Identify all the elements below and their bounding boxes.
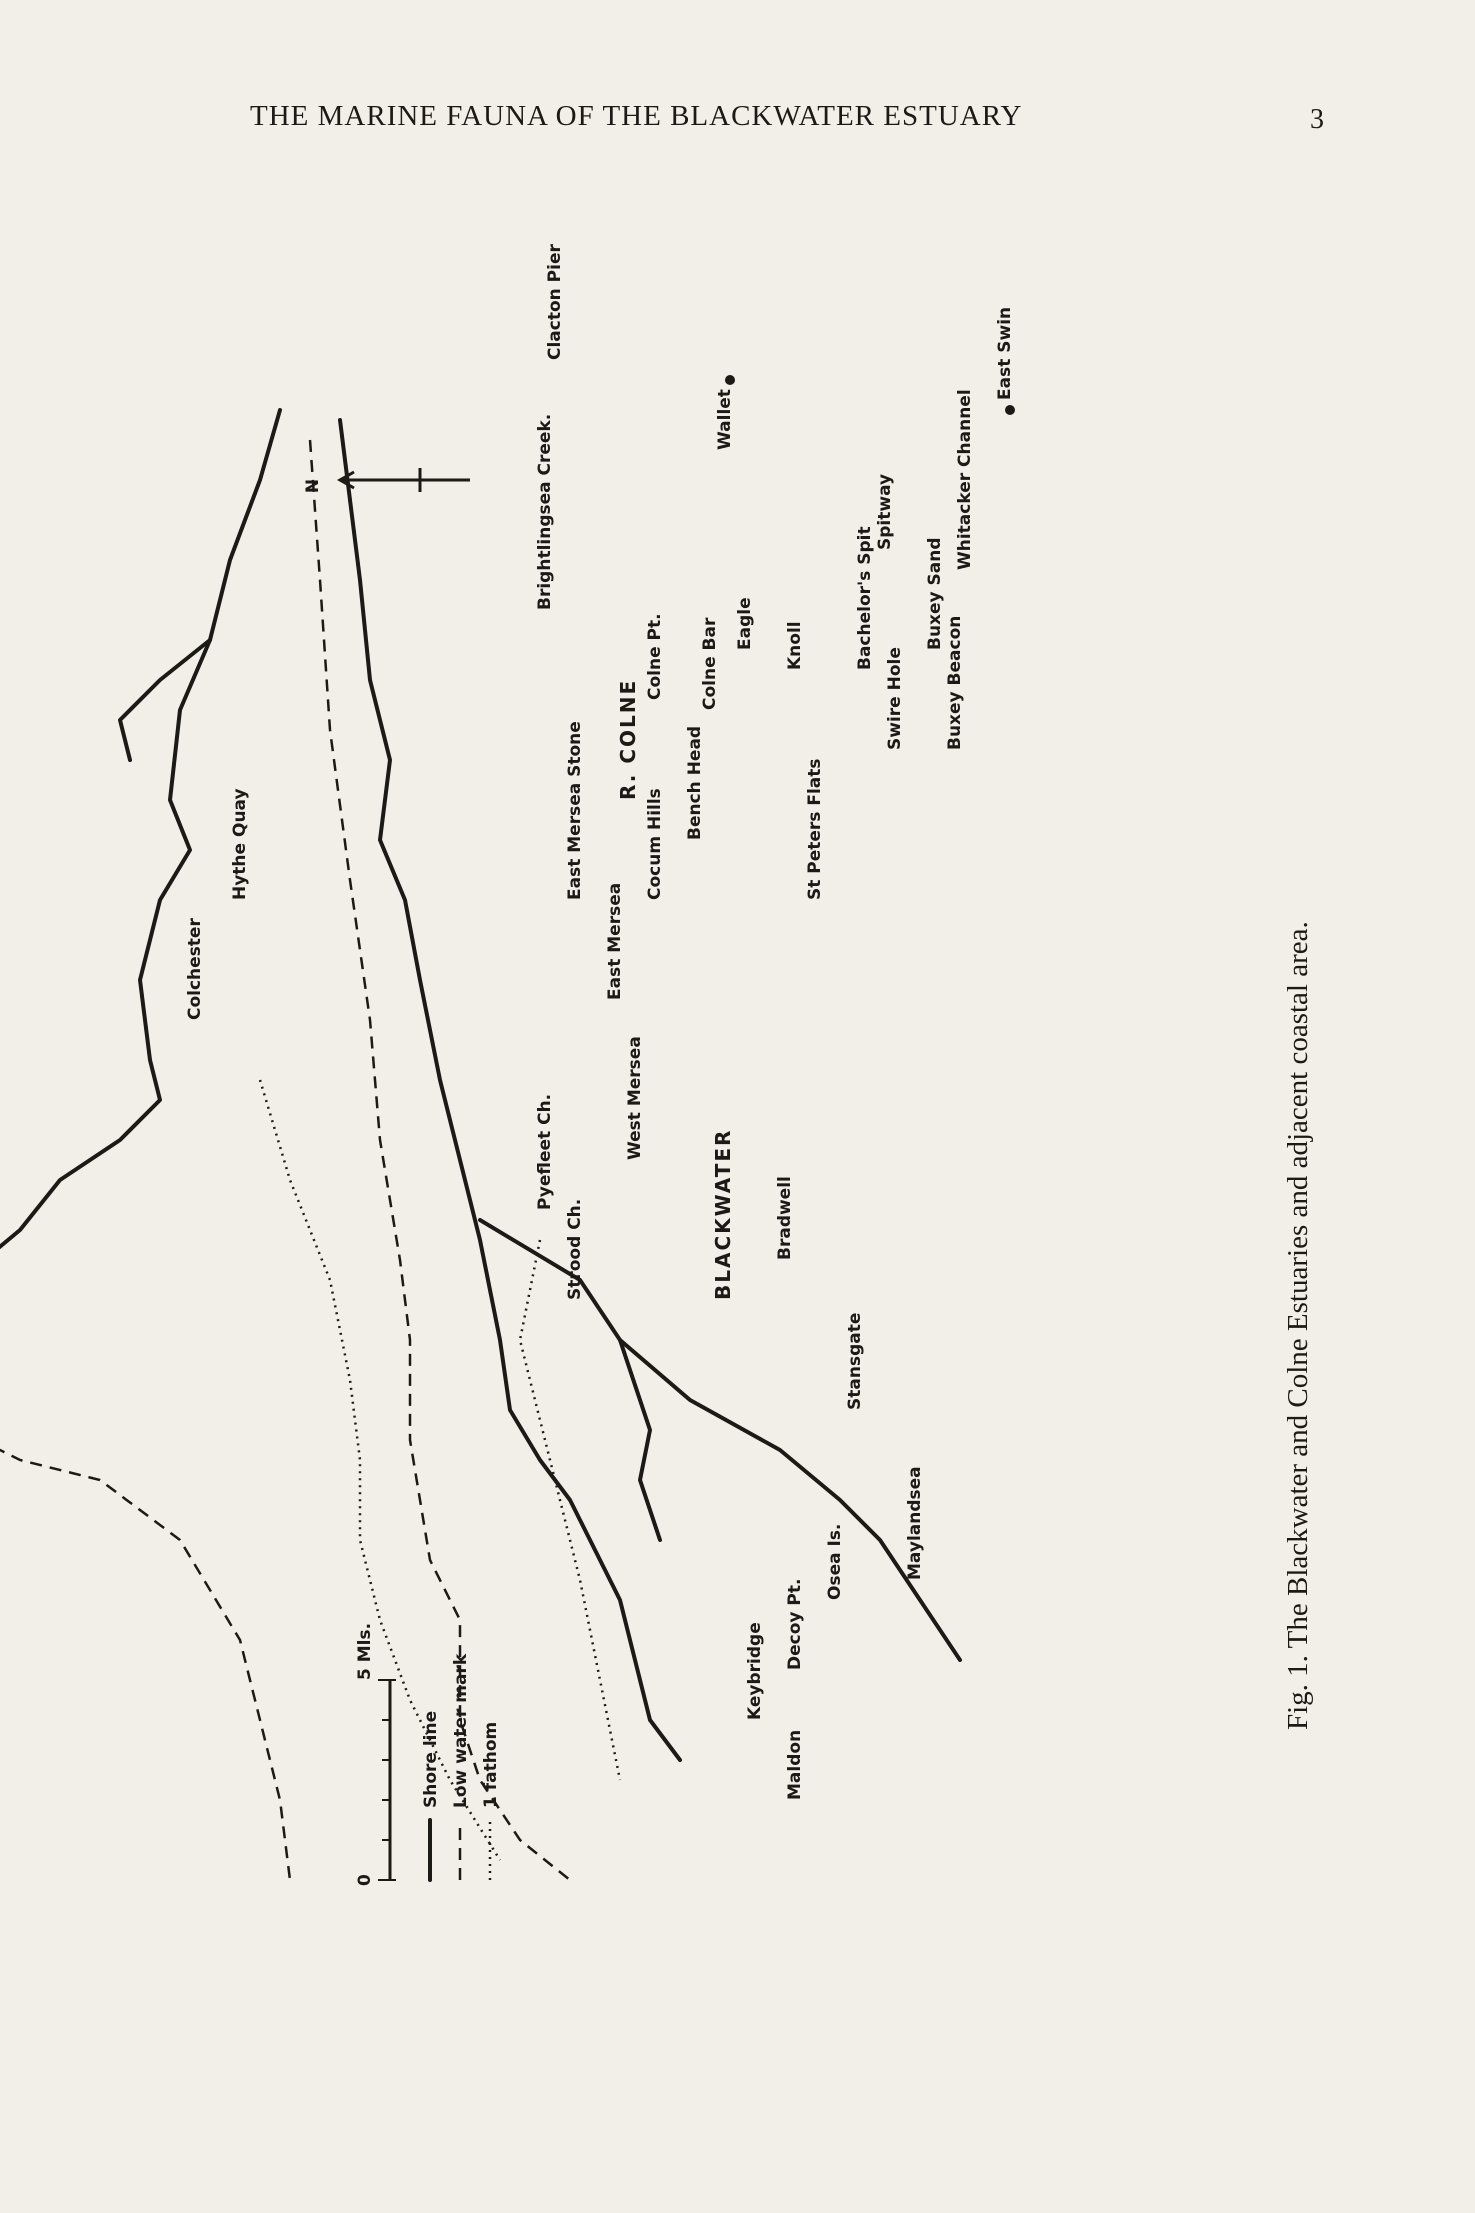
label-bradwell: Bradwell — [775, 1176, 795, 1260]
north-label: N — [303, 478, 323, 494]
label-cocum-hills: Cocum Hills — [645, 788, 665, 900]
label-r-colne: R. COLNE — [616, 678, 640, 800]
label-whitacker-channel: Whitacker Channel — [955, 389, 975, 570]
label-hythe-quay: Hythe Quay — [230, 788, 250, 900]
estuary-map-figure — [140, 244, 1340, 2000]
legend-lwm-label: Low water mark — [451, 1653, 471, 1808]
scale-end-label: 5 Mls. — [355, 1622, 375, 1680]
label-decoy-pt: Decoy Pt. — [785, 1578, 805, 1670]
label-colne-pt: Colne Pt. — [645, 613, 665, 700]
north-arrow — [303, 468, 470, 493]
label-buxey-sand: Buxey Sand — [925, 537, 945, 650]
label-bachelors-spit: Bachelor's Spit — [855, 526, 875, 670]
label-clacton-pier: Clacton Pier — [545, 244, 565, 360]
label-brightlingsea-creek: Brightlingsea Creek. — [535, 413, 555, 610]
label-strood-ch: Strood Ch. — [565, 1198, 585, 1300]
scale-zero-label: 0 — [355, 1874, 375, 1886]
label-swire-hole: Swire Hole — [885, 647, 905, 750]
label-east-mersea-stone: East Mersea Stone — [565, 721, 585, 900]
low-water-mark-outer — [0, 1420, 290, 1880]
label-eagle: Eagle — [735, 597, 755, 650]
label-osea-is: Osea Is. — [825, 1523, 845, 1600]
page-number: 3 — [1310, 104, 1324, 135]
label-knoll: Knoll — [785, 621, 805, 670]
label-bench-head: Bench Head — [685, 725, 705, 840]
legend-shore-label: Shore line — [421, 1710, 441, 1808]
label-maldon: Maldon — [785, 1729, 805, 1800]
label-keybridge: Keybridge — [745, 1622, 765, 1720]
estuary-map — [140, 244, 1340, 2000]
label-west-mersea: West Mersea — [625, 1036, 645, 1160]
maylandsea-creek — [120, 640, 210, 760]
marker-wallet — [725, 375, 735, 385]
figure-caption-wrapper — [1262, 570, 1322, 1740]
marker-east-swin — [1005, 405, 1015, 415]
label-colne-bar: Colne Bar — [700, 617, 720, 710]
running-head: THE MARINE FAUNA OF THE BLACKWATER ESTUARY — [250, 100, 1023, 132]
label-buxey-beacon: Buxey Beacon — [945, 615, 965, 750]
label-wallet: Wallet — [715, 389, 735, 450]
label-east-mersea: East Mersea — [605, 882, 625, 1000]
label-colchester: Colchester — [185, 918, 205, 1020]
south-shore-line — [0, 410, 280, 1480]
figure-caption: Fig. 1. The Blackwater and Colne Estuaries and adjacent coastal area. — [1282, 921, 1314, 1730]
label-blackwater: BLACKWATER — [711, 1128, 735, 1300]
label-stansgate: Stansgate — [845, 1312, 865, 1410]
label-st-peters-flats: St Peters Flats — [805, 758, 825, 900]
legend-fathom-label: 1 fathom — [481, 1721, 501, 1808]
map-legend — [355, 1623, 501, 1886]
label-maylandsea: Maylandsea — [905, 1466, 925, 1580]
low-water-mark — [310, 440, 570, 1880]
label-east-swin: East Swin — [995, 306, 1015, 400]
label-spitway: Spitway — [875, 473, 895, 550]
label-pyefleet-ch: Pyefleet Ch. — [535, 1093, 555, 1210]
